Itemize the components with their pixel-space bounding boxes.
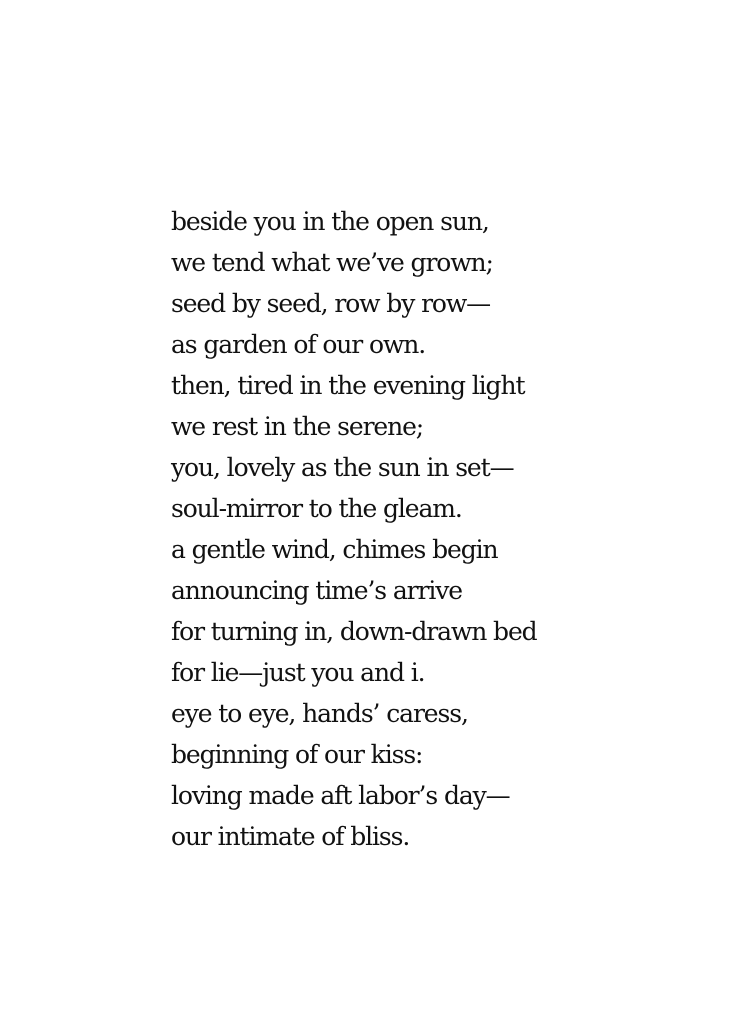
poem-line: for turning in, down-drawn bed	[171, 617, 537, 646]
poem-line: for lie—just you and i.	[171, 658, 425, 687]
poem-line: we rest in the serene;	[171, 412, 424, 441]
poem-line: our intimate of bliss.	[171, 822, 410, 851]
poem-line: then, tired in the evening light	[171, 371, 525, 400]
poem-line: loving made aft labor’s day—	[171, 781, 510, 810]
poem-line: as garden of our own.	[171, 330, 426, 359]
poem-line: beginning of our kiss:	[171, 740, 423, 769]
poem-line: seed by seed, row by row—	[171, 289, 491, 318]
poem-line: announcing time’s arrive	[171, 576, 462, 605]
poem-line: you, lovely as the sun in set—	[171, 453, 514, 482]
poem-line: eye to eye, hands’ caress,	[171, 699, 468, 728]
poem-line: a gentle wind, chimes begin	[171, 535, 498, 564]
poem-line: beside you in the open sun,	[171, 207, 489, 236]
poem-line: soul-mirror to the gleam.	[171, 494, 462, 523]
poem-text	[171, 201, 537, 857]
poem-line: we tend what we’ve grown;	[171, 248, 493, 277]
